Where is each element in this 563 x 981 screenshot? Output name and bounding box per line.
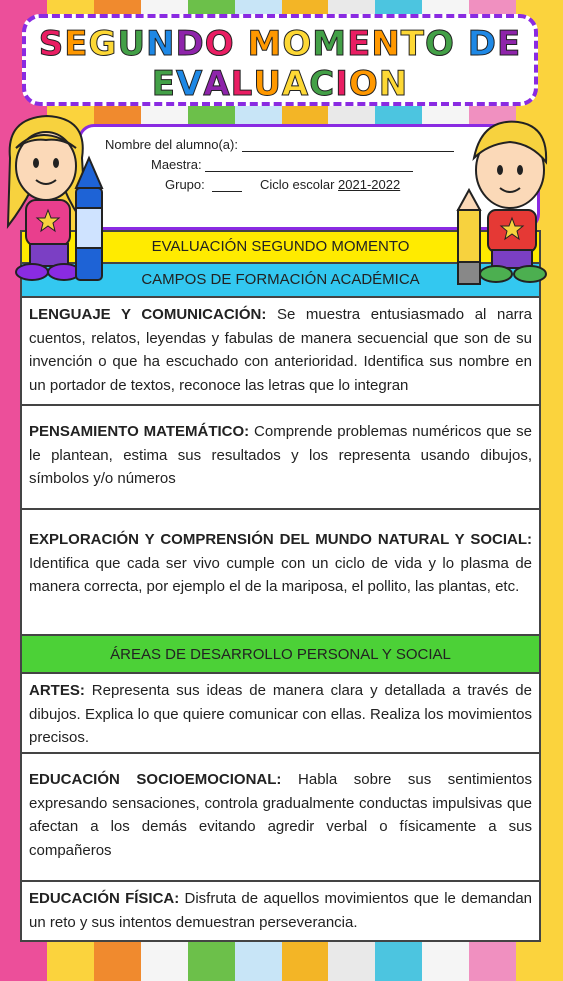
section-text: Identifica que cada ser vivo cumple con un ciclo de vida y lo plasma de manera correcta, por ejemplo el de la mariposa, el pollito, las plantas, etc. bbox=[29, 554, 532, 595]
personal-header: ÁREAS DE DESARROLLO PERSONAL Y SOCIAL bbox=[22, 636, 539, 674]
section-text: Comprende problemas numéricos que se le plantean, estima sus resultados y los representa usando dibujos, símbolos y/o números bbox=[29, 423, 532, 487]
girl-with-crayon-illustration bbox=[2, 108, 110, 298]
title-letter: C bbox=[309, 64, 336, 104]
title-line-1 bbox=[26, 24, 534, 64]
student-name-label: Nombre del alumno(a): bbox=[105, 137, 238, 152]
title-letter: G bbox=[88, 24, 118, 64]
section-artes bbox=[22, 674, 539, 754]
title-letter: O bbox=[348, 64, 379, 104]
section-label: ARTES: bbox=[29, 682, 85, 699]
title-letter: U bbox=[117, 24, 147, 64]
teacher-field[interactable] bbox=[205, 159, 413, 172]
title-letter: N bbox=[371, 24, 401, 64]
section-label: EXPLORACIÓN Y COMPRENSIÓN DEL MUNDO NATURAL Y SOCIAL: bbox=[29, 531, 532, 548]
evaluation-header: EVALUACIÓN SEGUNDO MOMENTO bbox=[22, 232, 539, 264]
cycle-value: 2021-2022 bbox=[338, 177, 401, 192]
title-letter: E bbox=[496, 24, 522, 64]
title-letter: E bbox=[347, 24, 372, 64]
title-letter: D bbox=[175, 24, 205, 64]
group-field[interactable] bbox=[212, 179, 242, 192]
title-line-2 bbox=[26, 64, 534, 104]
title-letter: A bbox=[281, 64, 310, 104]
section-fisica bbox=[22, 882, 539, 940]
section-text: Representa sus ideas de manera clara y detallada a través de dibujos. Explica lo que quiere comunicar con ellas. Realiza los movimientos precisos. bbox=[29, 682, 532, 746]
group-row bbox=[165, 177, 400, 192]
group-label: Grupo: bbox=[165, 177, 205, 192]
title-letter: E bbox=[151, 64, 176, 104]
title-letter: M bbox=[312, 24, 348, 64]
section-text: Se muestra entusiasmado al narra cuentos, relatos, leyendas y fabulas de manera secuencial que son de su invención o que ha escuchado con anterioridad. Identifica sus nombre en un portador de textos, reconoce las letras que lo integran bbox=[29, 306, 532, 394]
section-lenguaje bbox=[22, 298, 539, 406]
title-letter: U bbox=[253, 64, 282, 104]
title-letter: V bbox=[175, 64, 204, 104]
title-letter: E bbox=[64, 24, 89, 64]
title-letter bbox=[235, 24, 248, 64]
title-letter: N bbox=[378, 64, 409, 104]
title-letter: D bbox=[467, 24, 497, 64]
academic-header: CAMPOS DE FORMACIÓN ACADÉMICA bbox=[22, 264, 539, 298]
title-letter: M bbox=[247, 24, 283, 64]
section-label: PENSAMIENTO MATEMÁTICO: bbox=[29, 423, 250, 440]
section-label: LENGUAJE Y COMUNICACIÓN: bbox=[29, 306, 267, 323]
cycle-label: Ciclo escolar bbox=[260, 177, 335, 192]
boy-with-pencil-illustration bbox=[452, 114, 560, 292]
student-name-field[interactable] bbox=[242, 139, 454, 152]
title-letter: O bbox=[282, 24, 313, 64]
title-letter: N bbox=[146, 24, 176, 64]
title-letter: L bbox=[230, 64, 254, 104]
title-letter: S bbox=[38, 24, 65, 64]
title-letter: I bbox=[335, 64, 349, 104]
section-text: Habla sobre sus sentimientos expresando sensaciones, controla gradualmente conductas impulsivas que afectan a los demás evitando agredir verbal o físicamente a sus compañeros bbox=[29, 771, 533, 859]
title-banner bbox=[22, 14, 538, 106]
title-letter: O bbox=[204, 24, 235, 64]
section-pensamiento bbox=[22, 406, 539, 510]
section-exploracion bbox=[22, 510, 539, 636]
title-letter bbox=[455, 24, 468, 64]
title-letter: T bbox=[400, 24, 425, 64]
section-socioemocional bbox=[22, 754, 539, 882]
title-letter: A bbox=[203, 64, 231, 104]
student-name-row bbox=[105, 137, 454, 152]
teacher-label: Maestra: bbox=[151, 157, 202, 172]
section-label: EDUCACIÓN SOCIOEMOCIONAL: bbox=[29, 771, 282, 788]
section-text: Disfruta de aquellos movimientos que le demandan un reto y sus intentos demuestran perseverancia. bbox=[29, 890, 532, 931]
title-letter: O bbox=[425, 24, 455, 64]
evaluation-panel bbox=[20, 230, 541, 942]
teacher-row bbox=[151, 157, 413, 172]
section-label: EDUCACIÓN FÍSICA: bbox=[29, 890, 180, 907]
